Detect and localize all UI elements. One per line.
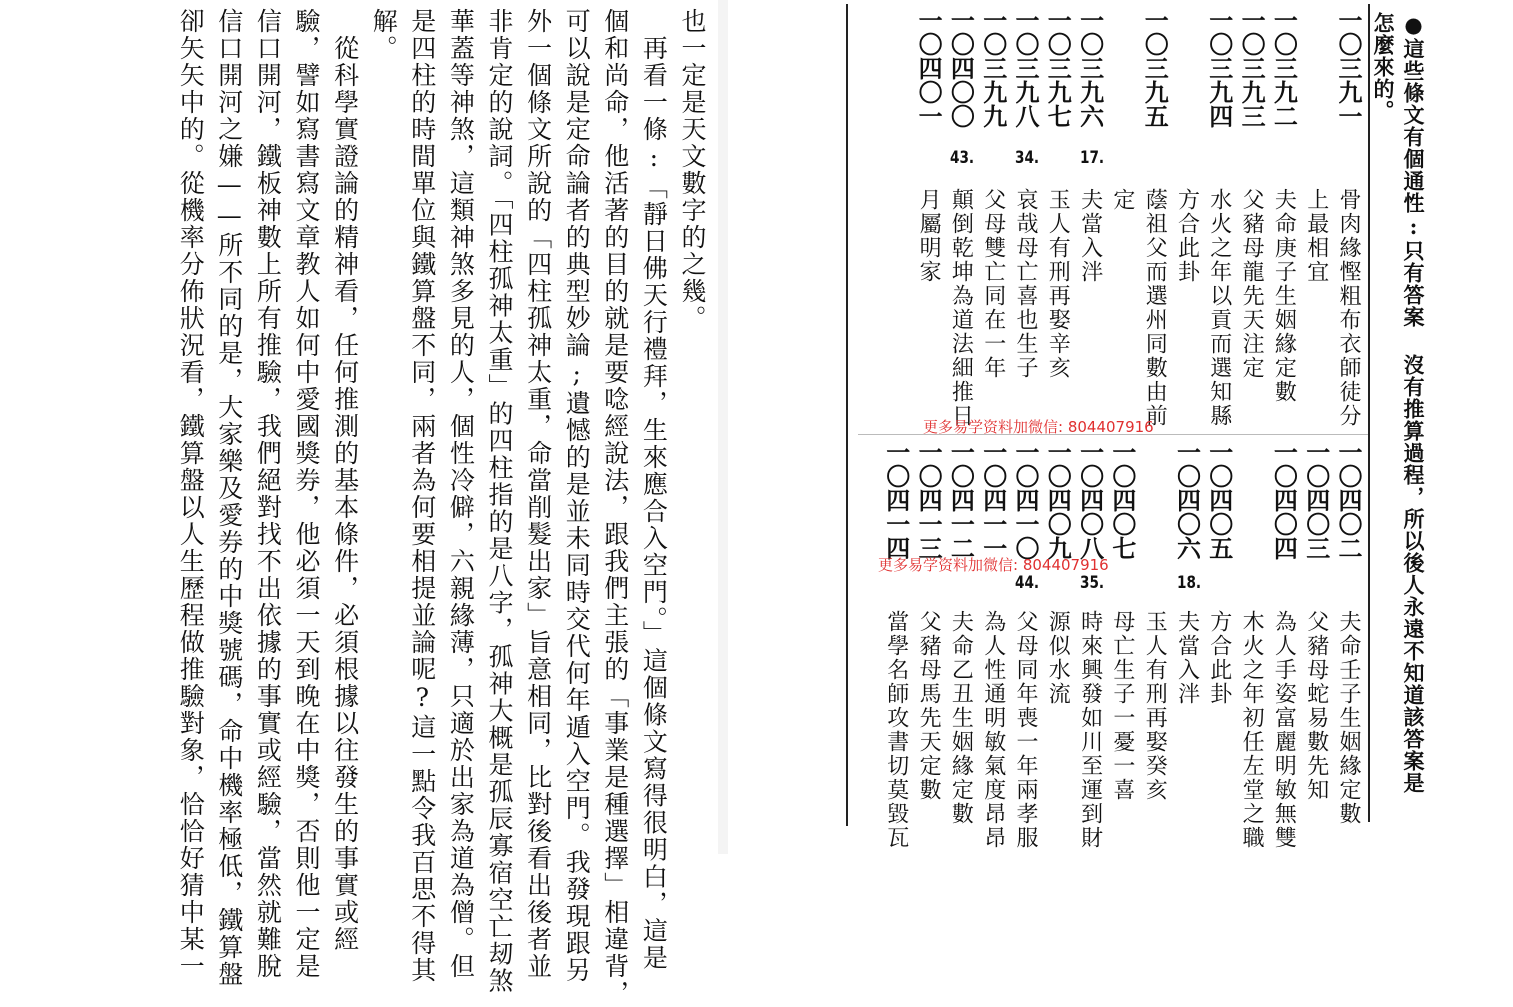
section-marker: 35. <box>1079 573 1104 593</box>
entry-number: 一〇四〇七 <box>1107 440 1137 560</box>
entry-number: 一〇四〇九 <box>1043 440 1073 560</box>
watermark-text: 更多易学资料加微信: 804407916 <box>878 556 1109 574</box>
body-text-column: 信口開河之嫌——所不同的是，大家樂及愛券的中獎號碼，命中機率極低，鐵算盤 <box>214 8 244 988</box>
entry-text: 方合此卦 <box>1206 610 1232 706</box>
body-text-column: 華蓋等神煞，這類神煞多見的人，個性冷僻，六親緣薄，只適於出家為道為僧。但 <box>446 8 476 980</box>
body-text-column: 卻矢矢中的。從機率分佈狀況看，鐵算盤以人生歷程做推驗對象，恰恰好猜中某一 <box>176 8 206 980</box>
body-text-column: 外一個條文所說的「四柱孤神太重，命當削髮出家」旨意相同，比對後看出後者並 <box>523 8 553 980</box>
entry-number: 一〇三九六 <box>1075 8 1105 128</box>
entry-number: 一〇四〇三 <box>1301 440 1331 560</box>
entry-number: 一〇四一二 <box>946 440 976 560</box>
entry-text: 夫當入泮 <box>1174 610 1200 706</box>
section-marker: 34. <box>1015 148 1040 168</box>
entry-number: 一〇四〇〇 <box>946 8 976 128</box>
body-text-column: 也一定是天文數字的之幾。 <box>678 8 707 332</box>
entry-text: 夫命庚子生姻緣定數 <box>1271 188 1297 404</box>
body-text-column: 信口開河，鐵板神數上所有推驗，我們絕對找不出依據的事實或經驗，當然就難脫 <box>253 8 283 980</box>
entry-text: 哀哉母亡喜也生子 <box>1013 188 1038 380</box>
entry-text: 當學名師攻書切莫毀瓦 <box>883 610 909 850</box>
section-marker: 44. <box>1015 573 1040 593</box>
entry-text: 夫當入泮 <box>1077 188 1103 284</box>
entry-text: 為人手姿富麗明敏無雙 <box>1271 610 1297 850</box>
watermark-text: 更多易学资料加微信: 804407916 <box>923 418 1154 436</box>
entry-number: 一〇四〇八 <box>1075 440 1105 560</box>
heading-divider-line <box>1368 4 1370 822</box>
entry-number: 一〇四〇二 <box>1334 440 1363 560</box>
section-marker: 43. <box>950 148 975 168</box>
entry-text: 父母雙亡同在一年 <box>980 188 1006 380</box>
entry-text: 上最相宜 <box>1303 188 1329 284</box>
body-text-column: 是四柱的時間單位與鐵算盤不同，兩者為何要相提並論呢?這一點令我百思不得其 <box>407 8 437 984</box>
entry-text: 定 <box>1109 188 1135 212</box>
left-page <box>0 0 718 1007</box>
entry-text: 骨肉緣慳粗布衣師徒分 <box>1336 188 1361 428</box>
page-gutter <box>718 0 728 854</box>
body-text-column: 再看一條:「靜日佛天行禮拜，生來應合入空門。」這個條文寫得很明白，這是 <box>639 8 669 972</box>
entry-number: 一〇四〇一 <box>914 8 944 128</box>
entry-number: 一〇四〇六 <box>1172 440 1202 560</box>
entry-text: 夫命乙丑生姻緣定數 <box>948 610 974 826</box>
entry-number: 一〇三九二 <box>1269 8 1299 128</box>
entry-number: 一〇四一一 <box>978 440 1008 560</box>
heading-text: ●這些條文有個通性:只有答案 沒有推算過程，所以後人永遠不知道該答案是 <box>1401 12 1426 794</box>
body-text-column: 解。 <box>369 8 399 62</box>
entry-text: 夫命壬子生姻緣定數 <box>1336 610 1361 826</box>
entry-text: 水火之年以貢而選知縣 <box>1206 188 1232 428</box>
entry-number: 一〇三九九 <box>978 8 1008 128</box>
entry-text: 父豬母馬先天定數 <box>916 610 942 802</box>
entry-number: 一〇四一〇 <box>1011 440 1040 560</box>
section-marker: 17. <box>1079 148 1104 168</box>
entry-text: 母亡生子一憂一喜 <box>1109 610 1135 802</box>
entry-number: 一〇三九八 <box>1011 8 1040 128</box>
frame-line-top <box>846 4 848 826</box>
entry-text: 月屬明家 <box>916 188 942 284</box>
entry-number: 一〇四一四 <box>881 440 911 560</box>
entry-number: 一〇四一三 <box>914 440 944 560</box>
entry-number: 一〇三九五 <box>1140 8 1170 128</box>
body-text-column: 個和尚命，他活著的目的就是要唸經說法，跟我們主張的「事業是種選擇」相違背， <box>600 8 630 1007</box>
body-text-column: 可以說是定命論者的典型妙論;遺憾的是並未同時交代何年遁入空門。我發現跟另 <box>562 8 592 984</box>
entry-text: 為人性通明敏氣度昂昂 <box>980 610 1006 850</box>
entry-text: 父母同年喪一年兩孝服 <box>1013 610 1038 850</box>
entry-text: 父豬母蛇易數先知 <box>1303 610 1329 802</box>
entry-text: 木火之年初任左堂之職 <box>1239 610 1265 850</box>
entry-text: 方合此卦 <box>1174 188 1200 284</box>
entry-number: 一〇三九三 <box>1237 8 1267 128</box>
entry-number: 一〇三九一 <box>1334 8 1363 128</box>
entry-text: 玉人有刑再娶癸亥 <box>1142 610 1168 802</box>
entry-text: 蔭祖父而選州同數由前 <box>1142 188 1168 428</box>
entry-text: 時來興發如川至運到財 <box>1077 610 1103 850</box>
body-text-column: 驗，譬如寫書寫文章教人如何中愛國獎券，他必須一天到晚在中獎，否則他一定是 <box>292 8 321 980</box>
right-page <box>728 0 1513 854</box>
entry-number: 一〇四〇五 <box>1204 440 1234 560</box>
entry-number: 一〇三九四 <box>1204 8 1234 128</box>
body-text-column: 從科學實證論的精神看，任何推測的基本條件，必須根據以往發生的事實或經 <box>330 8 360 953</box>
entry-text: 源似水流 <box>1045 610 1071 706</box>
body-text-column: 非肯定的說詞。「四柱孤神太重」的四柱指的是八字，孤神大概是孤辰寡宿空亡刼煞 <box>485 8 514 995</box>
entry-number: 一〇四〇四 <box>1269 440 1299 560</box>
section-marker: 18. <box>1176 573 1201 593</box>
entry-text: 玉人有刑再娶辛亥 <box>1045 188 1071 380</box>
entry-text: 父豬母龍先天注定 <box>1239 188 1265 380</box>
heading-text: 怎麼來的。 <box>1371 12 1396 122</box>
entry-number: 一〇三九七 <box>1043 8 1073 128</box>
entry-text: 顛倒乾坤為道法細推日 <box>948 188 974 428</box>
